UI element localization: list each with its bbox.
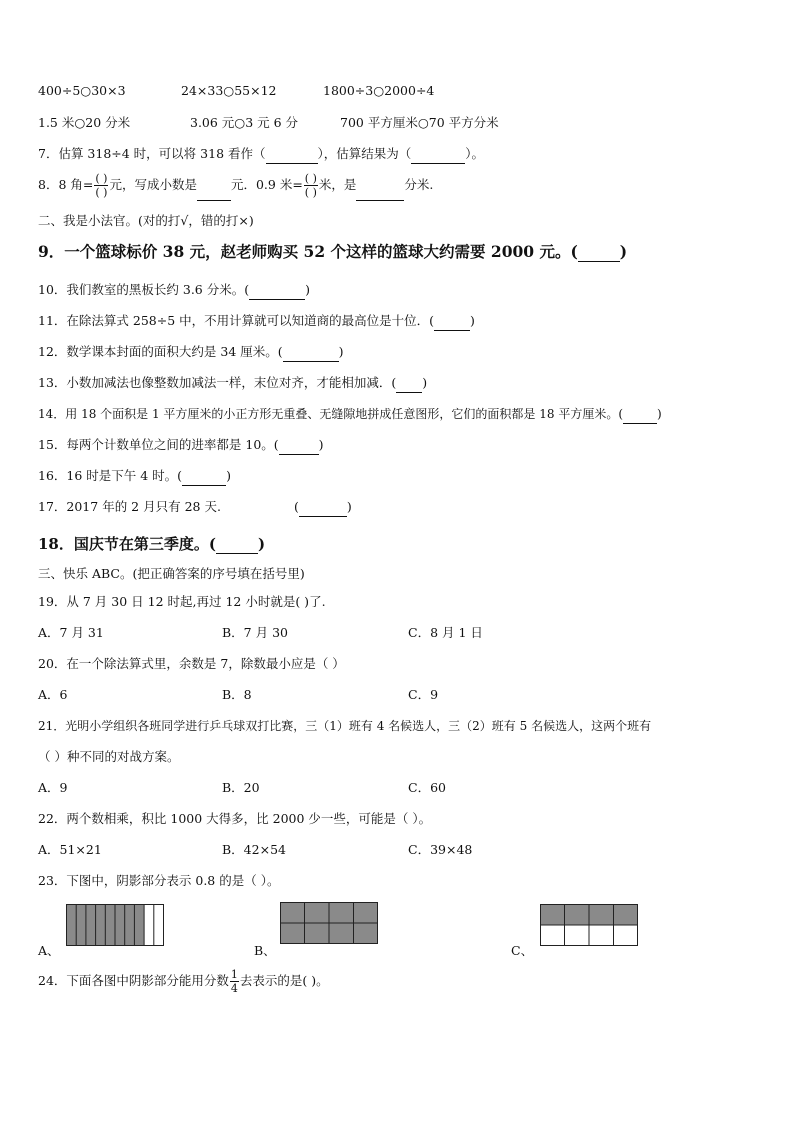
q12-text: 12．数学课本封面的面积大约是 34 厘米。( [38, 344, 283, 359]
close-paren: ) [338, 344, 344, 359]
answer-blank[interactable] [623, 405, 657, 424]
q15-text: 15．每两个计数单位之间的进率都是 10。( [38, 437, 279, 452]
figure-b[interactable] [280, 902, 378, 944]
close-paren: ) [305, 282, 310, 297]
option-c[interactable]: C．9 [408, 687, 439, 702]
question-7 [38, 145, 484, 164]
question-17 [38, 498, 221, 516]
question-16 [38, 467, 231, 486]
q8-t1: 8．8 角= [38, 177, 94, 192]
fraction-num: ( ) [95, 172, 108, 185]
q7-mid: ），估算结果为（ [317, 146, 412, 161]
close-paren: ) [346, 499, 352, 514]
question-15 [38, 436, 324, 455]
question-22: 22．两个数相乘，积比 1000 大得多，比 2000 少一些，可能是（ ）。 [38, 811, 432, 826]
compare-2a: 1.5 米○20 分米 [38, 115, 131, 130]
close-paren: ) [226, 468, 231, 483]
answer-blank[interactable] [299, 498, 347, 517]
fraction-den: ( ) [304, 186, 317, 199]
section-3-title: 三、快乐 ABC。(把正确答案的序号填在括号里) [38, 566, 305, 581]
fraction-quarter [230, 968, 239, 995]
option-c[interactable]: C．8 月 1 日 [408, 625, 483, 640]
question-11 [38, 312, 475, 331]
answer-blank[interactable] [434, 312, 470, 331]
answer-blank[interactable] [279, 436, 319, 455]
compare-2c: 700 平方厘米○70 平方分米 [340, 115, 499, 130]
option-a[interactable]: A．7 月 31 [38, 625, 104, 640]
option-a[interactable]: A．51×21 [38, 842, 102, 857]
answer-blank[interactable] [396, 374, 422, 393]
close-paren: ) [318, 437, 324, 452]
question-12 [38, 343, 344, 362]
question-14 [38, 405, 662, 424]
option-a-label[interactable]: A、 [38, 943, 60, 958]
option-b[interactable]: B．20 [222, 780, 260, 795]
close-paren: ) [257, 535, 266, 553]
fraction-2[interactable] [304, 172, 318, 199]
question-17-answer: ( ) [294, 498, 352, 517]
q13-text: 13．小数加减法也像整数加减法一样，末位对齐，才能相加减．( [38, 375, 397, 390]
answer-blank[interactable] [356, 170, 404, 201]
option-b[interactable]: B．7 月 30 [222, 625, 288, 640]
q11-text: 11．在除法算式 258÷5 中，不用计算就可以知道商的最高位是十位．( [38, 313, 435, 328]
option-a[interactable]: A．6 [38, 687, 68, 702]
option-c-label[interactable]: C、 [511, 943, 534, 958]
question-24 [38, 966, 329, 996]
q10-text: 10．我们教室的黑板长约 3.6 分米。( [38, 282, 250, 297]
question-19: 19．从 7 月 30 日 12 时起,再过 12 小时就是( )了. [38, 594, 326, 609]
q8-t3: 元．0.9 米= [230, 177, 303, 192]
question-21-line2: （ ）种不同的对战方案。 [38, 749, 180, 764]
option-c[interactable]: C．39×48 [408, 842, 473, 857]
close-paren: ) [470, 313, 475, 328]
q8-t2: 元，写成小数是 [109, 177, 197, 192]
q18-text: 18．国庆节在第三季度。( [38, 535, 216, 553]
q9-text: 9．一个篮球标价 38 元，赵老师购买 52 个这样的篮球大约需要 2000 元。( [38, 242, 578, 261]
q8-t5: 分米. [404, 177, 434, 192]
close-paren: ) [422, 375, 428, 390]
answer-blank[interactable] [249, 281, 305, 300]
compare-1a: 400÷5○30×3 [38, 83, 126, 98]
section-2-title: 二、我是小法官。(对的打√，错的打×) [38, 213, 254, 228]
q17-text: 17．2017 年的 2 月只有 28 天. [38, 499, 221, 514]
option-b[interactable]: B．8 [222, 687, 252, 702]
question-8 [38, 170, 433, 201]
fraction-1[interactable] [94, 172, 108, 199]
option-c[interactable]: C．60 [408, 780, 446, 795]
close-paren: ) [619, 242, 628, 261]
fraction-den: ( ) [95, 186, 108, 199]
answer-blank[interactable] [411, 145, 465, 164]
fraction-den: 4 [230, 982, 238, 995]
answer-blank[interactable] [197, 170, 231, 201]
answer-blank[interactable] [216, 535, 258, 554]
q24-text-end: 去表示的是( )。 [239, 973, 329, 988]
figure-a[interactable] [66, 904, 164, 946]
answer-blank[interactable] [283, 343, 339, 362]
question-21-line1: 21．光明小学组织各班同学进行乒乓球双打比赛，三（1）班有 4 名候选人，三（2）班有 5 名候选人，这两个班有 [38, 719, 652, 733]
q24-text: 24．下面各图中阴影部分能用分数 [38, 973, 229, 988]
q8-t4: 米，是 [318, 177, 357, 192]
question-9 [38, 243, 627, 262]
question-20: 20．在一个除法算式里，余数是 7，除数最小应是（ ） [38, 656, 345, 671]
option-b-label[interactable]: B、 [254, 943, 276, 958]
fraction-num: 1 [230, 968, 238, 981]
option-b[interactable]: B．42×54 [222, 842, 286, 857]
figure-c[interactable] [540, 904, 638, 946]
q7-end: ）。 [465, 146, 485, 161]
fraction-num: ( ) [304, 172, 317, 185]
answer-blank[interactable] [578, 243, 620, 262]
question-13 [38, 374, 427, 393]
answer-blank[interactable] [266, 145, 318, 164]
option-a[interactable]: A．9 [38, 780, 68, 795]
close-paren: ) [657, 407, 662, 421]
question-18 [38, 535, 265, 554]
question-23: 23．下图中，阴影部分表示 0.8 的是（ ）。 [38, 873, 280, 888]
q7-text: 7．估算 318÷4 时，可以将 318 看作（ [38, 146, 266, 161]
compare-1c: 1800÷3○2000÷4 [323, 83, 435, 98]
q16-text: 16．16 时是下午 4 时。( [38, 468, 183, 483]
answer-blank[interactable] [182, 467, 226, 486]
compare-2b: 3.06 元○3 元 6 分 [190, 115, 299, 130]
q14-text: 14．用 18 个面积是 1 平方厘米的小正方形无重叠、无缝隙地拼成任意图形，它们的面积都是 18 平方厘米。( [38, 407, 624, 421]
compare-1b: 24×33○55×12 [181, 83, 277, 98]
question-10 [38, 281, 310, 300]
